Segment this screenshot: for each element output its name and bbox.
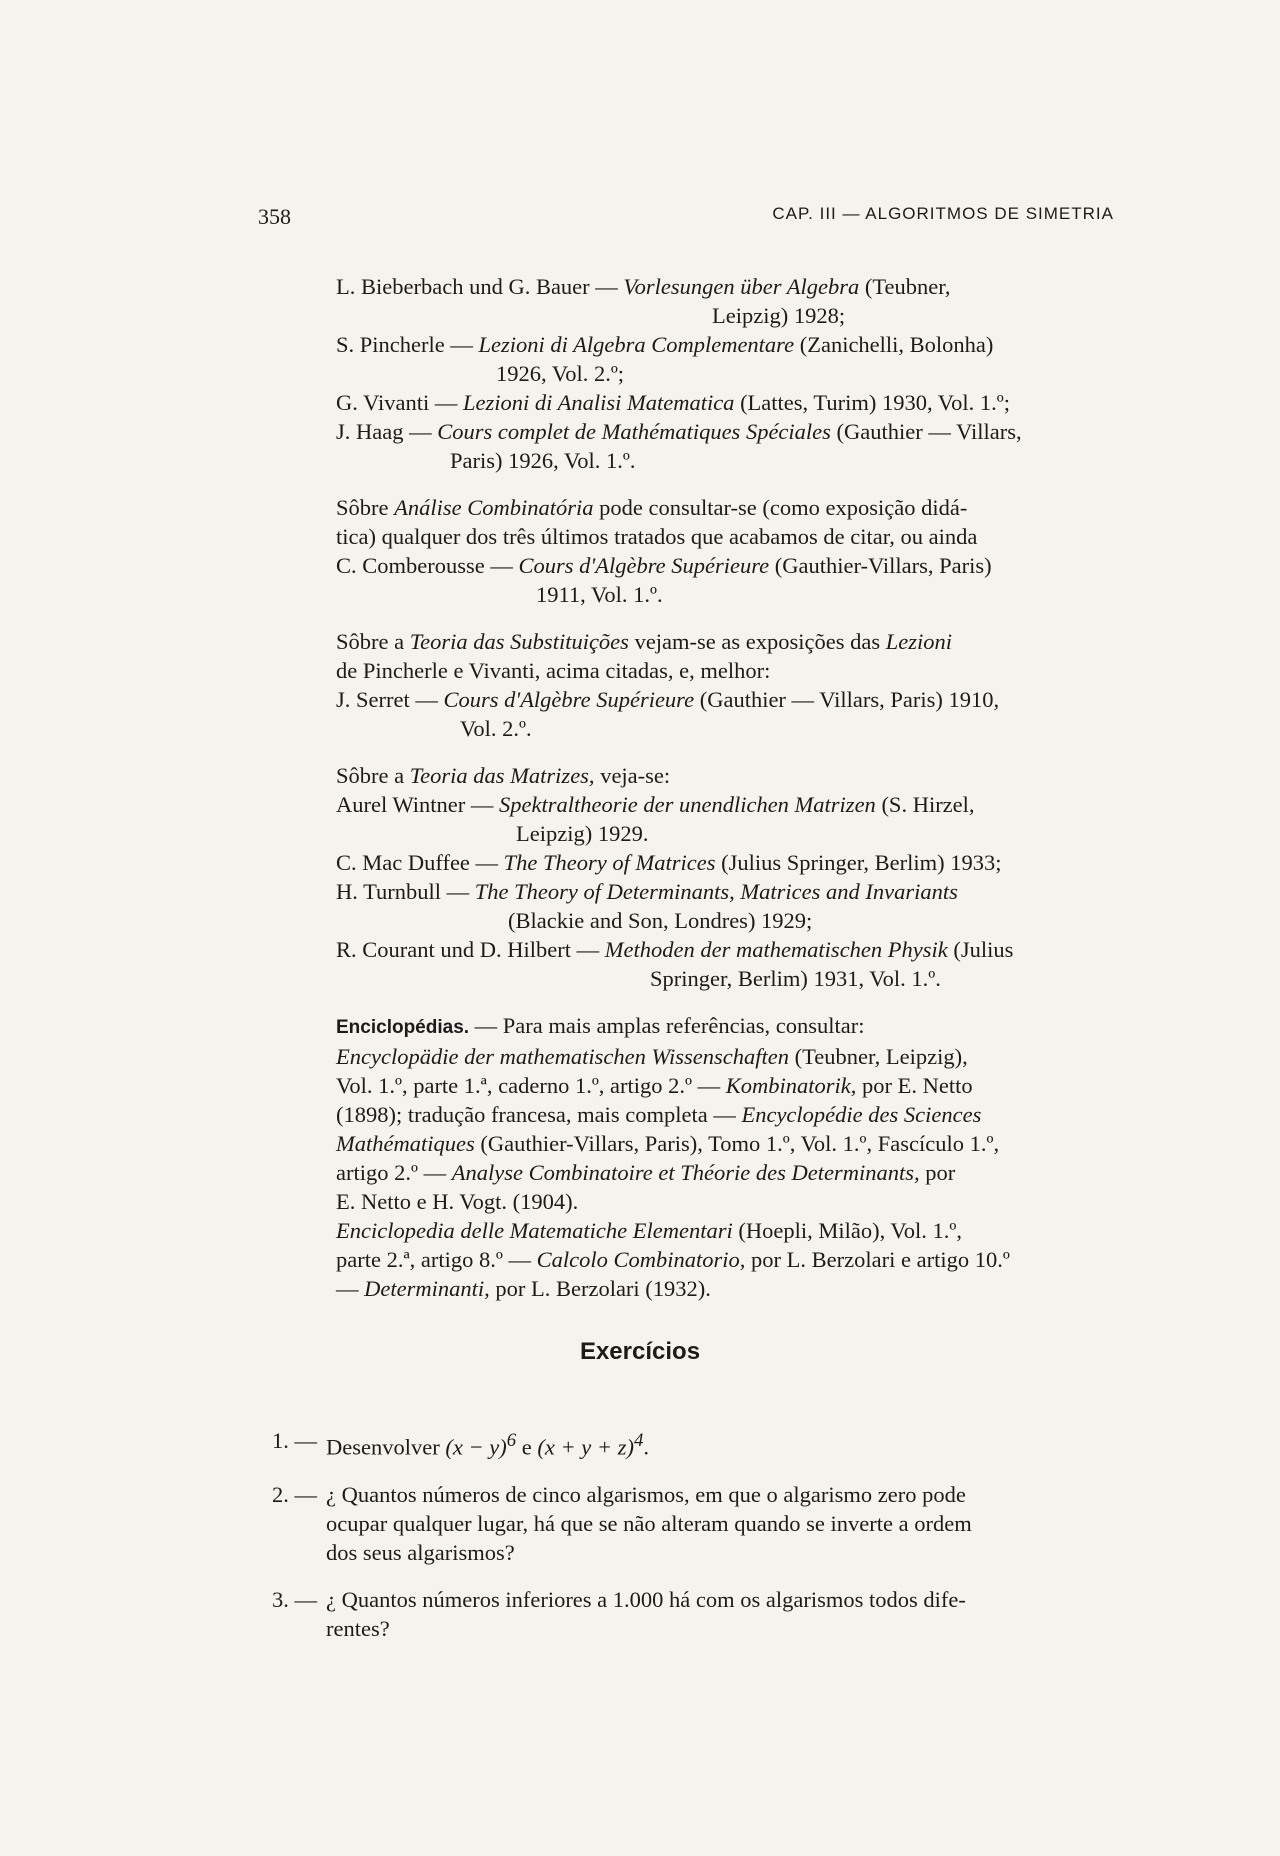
exercise-text: ¿ Quantos números de cinco algarismos, em que o algarismo zero pode ocupar qualquer lugar, há que se não alteram quando se inverte a ordem dos seus algarismos? — [326, 1481, 972, 1565]
exercise-number: 3. — — [272, 1586, 317, 1612]
exercise-item-2 — [272, 1480, 1124, 1567]
exercise-text: ¿ Quantos números inferiores a 1.000 há com os algarismos todos dife- rentes? — [326, 1586, 966, 1641]
exercise-item-1 — [272, 1426, 1124, 1462]
reference-serret: J. Serret — Cours d'Algèbre Supérieure (Gauthier — Villars, Paris) 1910, — [336, 687, 1000, 712]
reference-continuation: Paris) 1926, Vol. 1.º. — [450, 448, 636, 473]
exercise-number: 2. — — [272, 1481, 317, 1507]
paragraph-line: Encyclopädie der mathematischen Wissenschaften (Teubner, Leipzig), — [336, 1044, 968, 1069]
paragraph-line: Vol. 1.º, parte 1.ª, caderno 1.º, artigo 2.º — Kombinatorik, por E. Netto — [336, 1073, 973, 1098]
reference-continuation: 1926, Vol. 2.º; — [496, 361, 625, 386]
reference-macduffee: C. Mac Duffee — The Theory of Matrices (Julius Springer, Berlim) 1933; — [336, 850, 1002, 875]
paragraph-line: E. Netto e H. Vogt. (1904). — [336, 1189, 579, 1214]
exercise-number: 1. — — [272, 1428, 317, 1453]
paragraph-line: (1898); tradução francesa, mais completa — Encyclopédie des Sciences — [336, 1102, 982, 1127]
reference-bieberbach: L. Bieberbach und G. Bauer — Vorlesungen über Algebra (Teubner, — [336, 274, 951, 299]
paragraph-line: Enciclopedia delle Matematiche Elementari (Hoepli, Milão), Vol. 1.º, — [336, 1218, 963, 1243]
exercise-item-3 — [272, 1585, 1124, 1643]
reference-wintner: Aurel Wintner — Spektraltheorie der unendlichen Matrizen (S. Hirzel, — [336, 792, 975, 817]
reference-courant-hilbert: R. Courant und D. Hilbert — Methoden der mathematischen Physik (Julius — [336, 937, 1014, 962]
reference-comberousse: C. Comberousse — Cours d'Algèbre Supérieure (Gauthier-Villars, Paris) — [336, 553, 992, 578]
paragraph-substituicoes: Sôbre a Teoria das Substituições vejam-se as exposições das Lezioni — [336, 629, 952, 654]
page-number: 358 — [258, 204, 291, 229]
paragraph-matrizes: Sôbre a Teoria das Matrizes, veja-se: — [336, 763, 671, 788]
reference-turnbull: H. Turnbull — The Theory of Determinants, Matrices and Invariants — [336, 879, 958, 904]
exercise-text: Desenvolver $(x - y)^6$ e $(x + y + z)^4$. — [326, 1430, 649, 1460]
bibliography-body — [336, 272, 1122, 1303]
paragraph-line: artigo 2.º — Analyse Combinatoire et Théorie des Determinants, por — [336, 1160, 956, 1185]
paragraph-line: parte 2.ª, artigo 8.º — Calcolo Combinatorio, por L. Berzolari e artigo 10.º — [336, 1247, 1010, 1272]
exercises-list — [272, 1426, 1124, 1661]
paragraph-line: tica) qualquer dos três últimos tratados que acabamos de citar, ou ainda — [336, 524, 978, 549]
reference-continuation: Leipzig) 1928; — [712, 303, 846, 328]
reference-continuation: 1911, Vol. 1.º. — [536, 582, 663, 607]
reference-continuation: Vol. 2.º. — [460, 716, 532, 741]
reference-continuation: (Blackie and Son, Londres) 1929; — [508, 908, 813, 933]
reference-pincherle: S. Pincherle — Lezioni di Algebra Complementare (Zanichelli, Bolonha) — [336, 332, 994, 357]
paragraph-analise-combinatoria: Sôbre Análise Combinatória pode consultar-se (como exposição didá- — [336, 495, 968, 520]
paragraph-line: de Pincherle e Vivanti, acima citadas, e, melhor: — [336, 658, 771, 683]
reference-vivanti: G. Vivanti — Lezioni di Analisi Matematica (Lattes, Turim) 1930, Vol. 1.º; — [336, 390, 1010, 415]
reference-continuation: Springer, Berlim) 1931, Vol. 1.º. — [650, 966, 941, 991]
exercises-heading: Exercícios — [579, 1338, 701, 1365]
running-header: CAP. III — ALGORITMOS DE SIMETRIA — [772, 204, 1114, 223]
enciclopedias-label: Enciclopédias. — [336, 1017, 470, 1038]
reference-haag: J. Haag — Cours complet de Mathématiques Spéciales (Gauthier — Villars, — [336, 419, 1022, 444]
paragraph-enciclopedias: Enciclopédias. — Para mais amplas referências, consultar: — [336, 1013, 865, 1038]
paragraph-line: Mathématiques (Gauthier-Villars, Paris), Tomo 1.º, Vol. 1.º, Fascículo 1.º, — [336, 1131, 1000, 1156]
paragraph-line: — Determinanti, por L. Berzolari (1932). — [336, 1276, 711, 1301]
reference-continuation: Leipzig) 1929. — [516, 821, 649, 846]
